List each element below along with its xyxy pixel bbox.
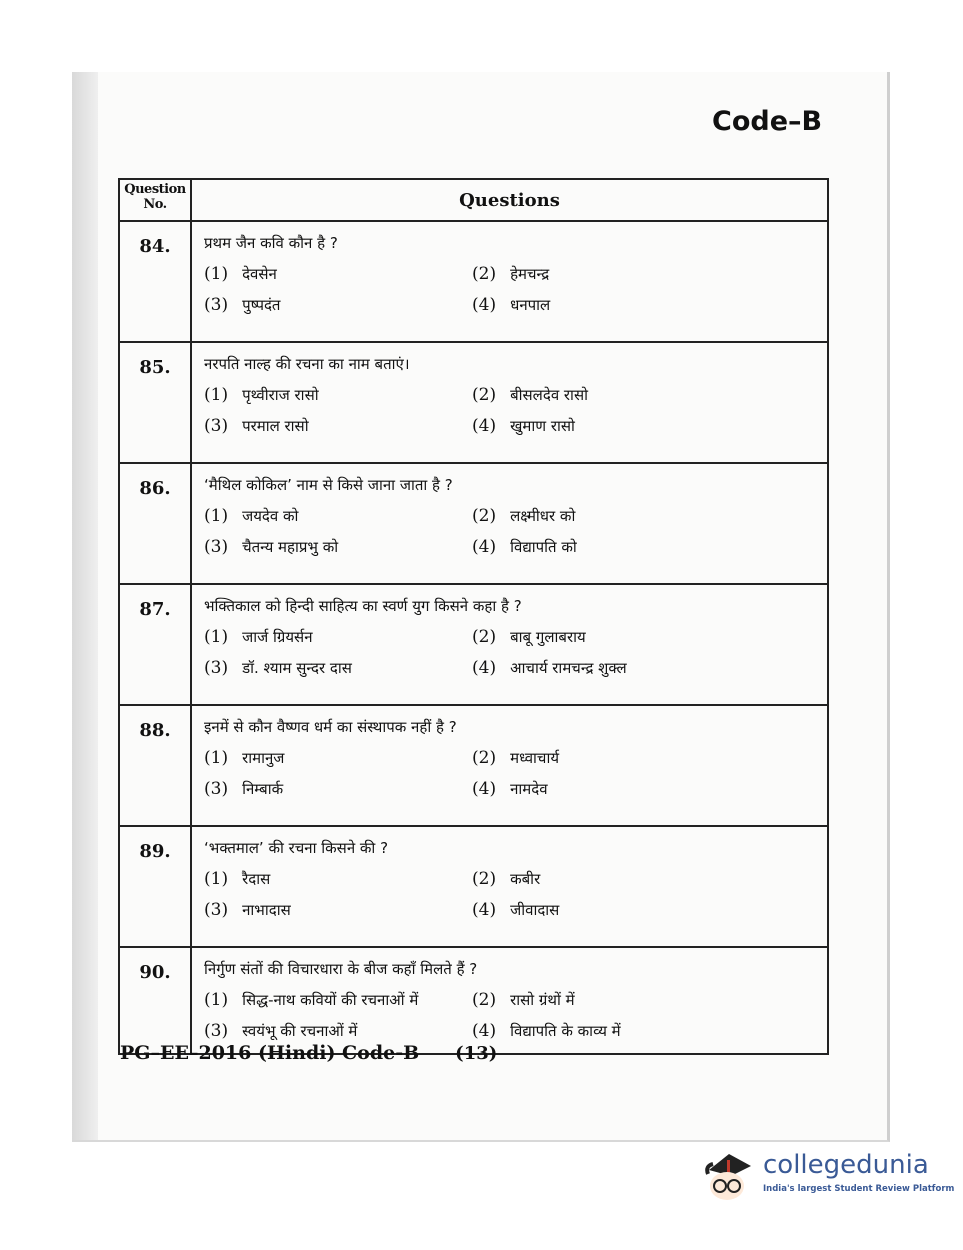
option	[204, 749, 472, 768]
option-number: (1)	[204, 385, 229, 405]
question-row	[119, 221, 828, 342]
option-number: (1)	[204, 990, 229, 1010]
option	[472, 265, 827, 284]
option-number: (1)	[204, 506, 229, 526]
option	[204, 991, 472, 1010]
question-number: 84.	[119, 221, 191, 342]
option	[204, 870, 472, 889]
question-row	[119, 826, 828, 947]
option	[204, 1022, 472, 1041]
option-text: बीसलदेव रासो	[510, 386, 588, 404]
option	[204, 386, 472, 405]
option-text: रासो ग्रंथों में	[510, 991, 575, 1009]
option-text: नामदेव	[510, 780, 548, 798]
option-text: नाभादास	[242, 901, 291, 919]
option	[472, 628, 827, 647]
options	[204, 386, 827, 436]
option-text: पुष्पदंत	[242, 296, 281, 314]
question-row	[119, 584, 828, 705]
question-number: 85.	[119, 342, 191, 463]
option	[472, 991, 827, 1010]
option-number: (2)	[472, 264, 497, 284]
option	[204, 538, 472, 557]
scan-margin-strip	[72, 72, 98, 1140]
option-number: (2)	[472, 627, 497, 647]
option-number: (4)	[472, 295, 497, 315]
options	[204, 870, 827, 920]
options	[204, 991, 827, 1041]
option-text: जयदेव को	[242, 507, 299, 525]
question-stem: निर्गुण संतों की विचारधारा के बीज कहाँ मिलते हैं ?	[204, 960, 478, 978]
option-number: (2)	[472, 506, 497, 526]
question-number: 89.	[119, 826, 191, 947]
question-row	[119, 705, 828, 826]
questions-table	[118, 178, 829, 1055]
option-number: (4)	[472, 900, 497, 920]
option	[204, 659, 472, 678]
option-number: (2)	[472, 869, 497, 889]
question-body	[191, 826, 828, 947]
option-text: रैदास	[242, 870, 271, 888]
question-stem: भक्तिकाल को हिन्दी साहित्य का स्वर्ण युग किसने कहा है ?	[204, 597, 522, 615]
options	[204, 507, 827, 557]
option-text: स्वयंभू की रचनाओं में	[242, 1022, 358, 1040]
question-stem: इनमें से कौन वैष्णव धर्म का संस्थापक नहीं है ?	[204, 718, 457, 736]
option-text: विद्यापति के काव्य में	[510, 1022, 621, 1040]
option-number: (1)	[204, 869, 229, 889]
option-number: (2)	[472, 748, 497, 768]
option	[472, 749, 827, 768]
options	[204, 749, 827, 799]
question-body	[191, 463, 828, 584]
logo-tagline: India's largest Student Review Platform	[763, 1184, 955, 1194]
option	[204, 628, 472, 647]
logo-name: collegedunia	[763, 1150, 929, 1180]
question-stem: ‘मैथिल कोकिल’ नाम से किसे जाना जाता है ?	[204, 476, 453, 494]
question-body	[191, 947, 828, 1054]
option	[204, 901, 472, 920]
option-text: परमाल रासो	[242, 417, 309, 435]
option-number: (3)	[204, 537, 229, 557]
header-questions: Questions	[191, 179, 828, 221]
options	[204, 628, 827, 678]
option	[472, 870, 827, 889]
option-text: जार्ज ग्रियर्सन	[242, 628, 313, 646]
option	[472, 296, 827, 315]
option-text: कबीर	[510, 870, 541, 888]
option-text: लक्ष्मीधर को	[510, 507, 576, 525]
question-row	[119, 342, 828, 463]
page-footer	[120, 1042, 497, 1064]
paper-code-footer: PG–EE–2016 (Hindi) Code-B	[120, 1042, 420, 1064]
option-text: आचार्य रामचन्द्र शुक्ल	[510, 659, 627, 677]
option-number: (3)	[204, 295, 229, 315]
logo-text	[763, 1150, 954, 1195]
option-number: (3)	[204, 416, 229, 436]
option	[472, 538, 827, 557]
option-text: रामानुज	[242, 749, 285, 767]
option-number: (3)	[204, 1021, 229, 1041]
page-number: (13)	[455, 1043, 498, 1064]
question-row	[119, 463, 828, 584]
question-number: 90.	[119, 947, 191, 1054]
option-text: विद्यापति को	[510, 538, 577, 556]
option-number: (2)	[472, 990, 497, 1010]
option-text: चैतन्य महाप्रभु को	[242, 538, 339, 556]
question-body	[191, 221, 828, 342]
question-number: 88.	[119, 705, 191, 826]
option-number: (4)	[472, 537, 497, 557]
option	[204, 265, 472, 284]
option-number: (3)	[204, 779, 229, 799]
question-row	[119, 947, 828, 1054]
option-number: (3)	[204, 658, 229, 678]
option-text: पृथ्वीराज रासो	[242, 386, 319, 404]
code-label: Code–B	[712, 106, 823, 137]
option	[472, 901, 827, 920]
option	[204, 507, 472, 526]
question-stem: ‘भक्तमाल’ की रचना किसने की ?	[204, 839, 389, 857]
header-question-no: Question No.	[119, 179, 191, 221]
option	[472, 1022, 827, 1041]
question-stem: नरपति नाल्ह की रचना का नाम बताएं।	[204, 355, 410, 373]
option-number: (2)	[472, 385, 497, 405]
option-number: (4)	[472, 416, 497, 436]
collegedunia-logo	[705, 1148, 955, 1212]
option-text: निम्बार्क	[242, 780, 284, 798]
question-body	[191, 342, 828, 463]
option-text: डॉ. श्याम सुन्दर दास	[242, 659, 352, 677]
option-text: जीवादास	[510, 901, 560, 919]
option-text: मध्वाचार्य	[510, 749, 560, 767]
option-number: (4)	[472, 1021, 497, 1041]
option	[472, 659, 827, 678]
option-text: हेमचन्द्र	[510, 265, 550, 283]
option-number: (1)	[204, 627, 229, 647]
option-number: (4)	[472, 658, 497, 678]
question-body	[191, 584, 828, 705]
question-number: 87.	[119, 584, 191, 705]
option	[472, 417, 827, 436]
question-stem: प्रथम जैन कवि कौन है ?	[204, 234, 338, 252]
mascot-icon	[705, 1152, 753, 1202]
options	[204, 265, 827, 315]
option	[204, 296, 472, 315]
question-number: 86.	[119, 463, 191, 584]
option-text: धनपाल	[510, 296, 551, 314]
option-text: सिद्ध-नाथ कवियों की रचनाओं में	[242, 991, 419, 1009]
option	[204, 780, 472, 799]
option-text: देवसेन	[242, 265, 277, 283]
option-number: (1)	[204, 748, 229, 768]
option-text: बाबू गुलाबराय	[510, 628, 586, 646]
option	[204, 417, 472, 436]
option	[472, 780, 827, 799]
option	[472, 507, 827, 526]
option-text: खुमाण रासो	[510, 417, 575, 435]
option-number: (1)	[204, 264, 229, 284]
option-number: (3)	[204, 900, 229, 920]
question-body	[191, 705, 828, 826]
option	[472, 386, 827, 405]
option-number: (4)	[472, 779, 497, 799]
